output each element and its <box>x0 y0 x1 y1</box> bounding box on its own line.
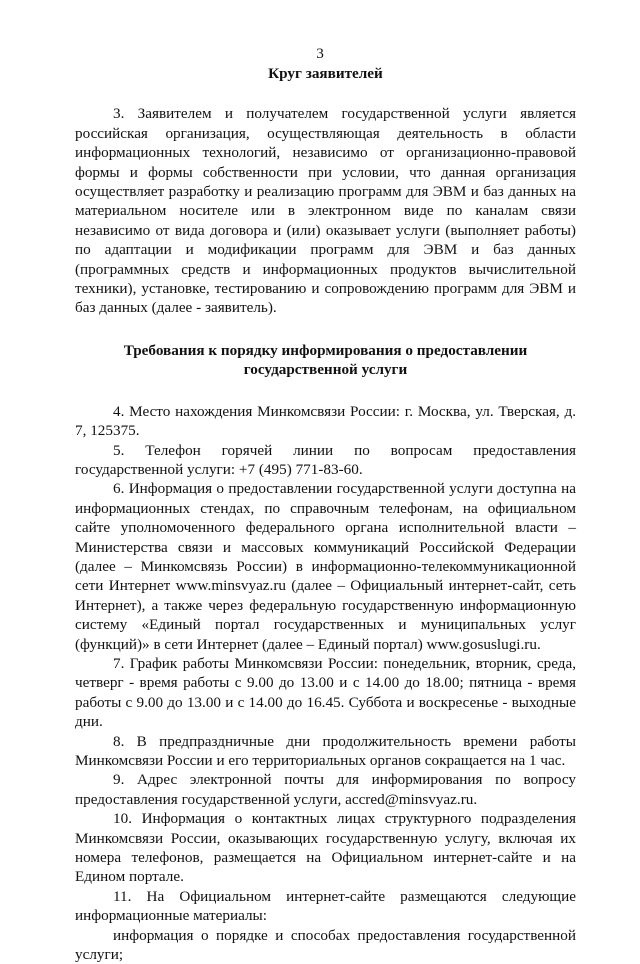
section-heading-applicants: Круг заявителей <box>268 65 383 82</box>
section-heading-informing <box>75 341 576 380</box>
document-body <box>75 64 576 964</box>
page-number: 3 <box>316 45 324 62</box>
paragraph-4: 4. Место нахождения Минкомсвязи России: г. Москва, ул. Тверская, д. 7, 125375. <box>75 402 576 440</box>
paragraph-11: 11. На Официальном интернет-сайте размещаются следующие информационные материалы: <box>75 887 576 925</box>
paragraph-7: 7. График работы Минкомсвязи России: понедельник, вторник, среда, четверг - время работы с 9.00 до 13.00 и с 14.00 до 18.00; пятница - время работы с 9.00 до 13.00 и с 14.00 до 16.45. Суббота и воскресенье - выходные дни. <box>75 654 576 731</box>
paragraph-3: 3. Заявителем и получателем государственной услуги является российская организация, осуществляющая деятельность в области информационных технологий, независимо от организационно-правовой формы и формы собственности при условии, что данная организация осуществляет разработку и реализацию программ для ЭВМ и баз данных на материальном носителе или в электронном виде по каналам связи независимо от вида договора и (или) оказывает услуги (выполняет работы) по адаптации и модификации программ для ЭВМ и баз данных (программных средств и информационных продуктов вычислительной техники), установке, тестированию и сопровождению программ для ЭВМ и баз данных (далее - заявитель). <box>75 105 576 317</box>
paragraph-6: 6. Информация о предоставлении государственной услуги доступна на информационных стендах, по справочным телефонам, на официальном сайте уполномоченного федерального органа исполнительной власти – Министерства связи и массовых коммуникаций Российской Федерации (далее – Минкомсвязь России) в информационно-телекоммуникационной сети Интернет www.minsvyaz.ru (далее – Официальный интернет-сайт, сеть Интернет), а также через федеральную государственную информационную систему «Единый портал государственных и муниципальных услуг (функций)» в сети Интернет (далее – Единый портал) www.gosuslugi.ru. <box>75 480 576 653</box>
paragraph-11-item-1: информация о порядке и способах предоставления государственной услуги; <box>75 926 576 964</box>
paragraph-10: 10. Информация о контактных лицах структурного подразделения Минкомсвязи России, оказывающих государственную услугу, включая их номера телефонов, размещается на Официальном интернет-сайте и на Едином портале. <box>75 810 576 886</box>
paragraph-9: 9. Адрес электронной почты для информирования по вопросу предоставления государственной услуги, accred@minsvyaz.ru. <box>75 771 576 808</box>
section-heading-line-2: государственной услуги <box>243 361 408 379</box>
paragraph-5: 5. Телефон горячей линии по вопросам предоставления государственной услуги: +7 (495) 771-83-60. <box>75 441 576 478</box>
section-heading-line-1: Требования к порядку информирования о предоставлении <box>123 341 528 359</box>
paragraph-8: 8. В предпраздничные дни продолжительность времени работы Минкомсвязи России и его территориальных органов сокращается на 1 час. <box>75 732 576 769</box>
